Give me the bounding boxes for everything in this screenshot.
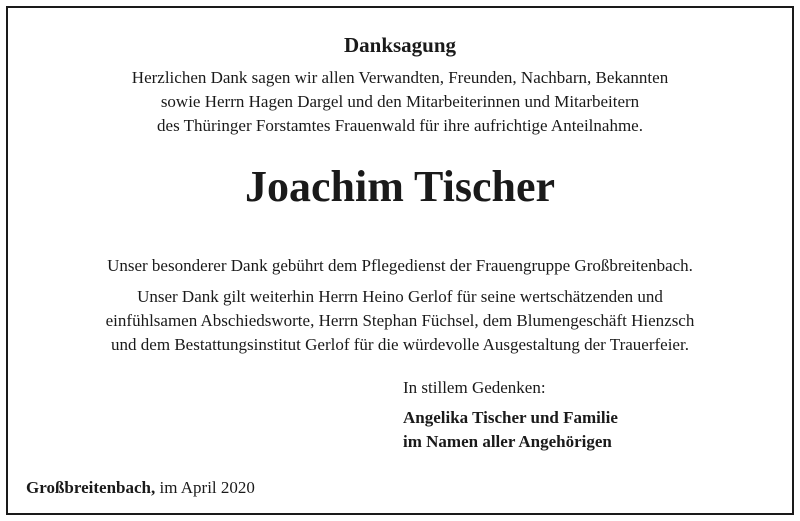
date: im April 2020	[159, 478, 255, 497]
place: Großbreitenbach,	[26, 478, 156, 497]
further-thanks	[0, 285, 800, 357]
thanks-line: Unser Dank gilt weiterhin Herrn Heino Gerlof für seine wertschätzenden und	[137, 287, 663, 306]
thanks-line: einfühlsamen Abschiedsworte, Herrn Stephan Füchsel, dem Blumengeschäft Hienzsch	[105, 311, 695, 330]
signer-line: im Namen aller Angehörigen	[403, 432, 612, 451]
signers	[403, 406, 618, 454]
intro-text	[0, 66, 800, 138]
special-thanks: Unser besonderer Dank gebührt dem Pflegedienst der Frauengruppe Großbreitenbach.	[107, 256, 693, 275]
memory-label: In stillem Gedenken:	[403, 378, 546, 397]
deceased-name: Joachim Tischer	[244, 162, 556, 211]
intro-line: des Thüringer Forstamtes Frauenwald für ihre aufrichtige Anteilnahme.	[157, 116, 643, 135]
intro-line: sowie Herrn Hagen Dargel und den Mitarbeiterinnen und Mitarbeitern	[160, 92, 640, 111]
place-date	[26, 476, 255, 500]
signer-line: Angelika Tischer und Familie	[403, 408, 618, 427]
notice-heading: Danksagung	[343, 33, 457, 57]
intro-line: Herzlichen Dank sagen wir allen Verwandten, Freunden, Nachbarn, Bekannten	[131, 68, 669, 87]
thanks-line: und dem Bestattungsinstitut Gerlof für die würdevolle Ausgestaltung der Trauerfeier.	[111, 335, 689, 354]
